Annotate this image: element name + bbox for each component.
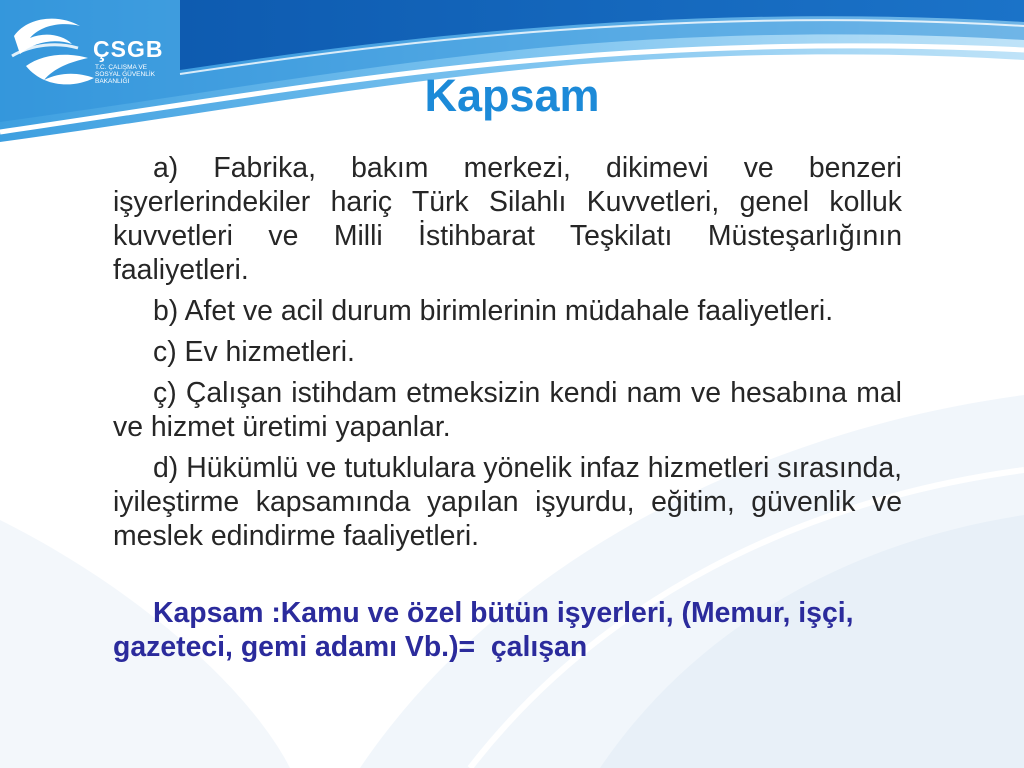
logo-line-3: BAKANLIĞI xyxy=(95,78,130,85)
paragraph-d: d) Hükümlü ve tutuklulara yönelik infaz hizmetleri sırasında, iyileştirme kapsamında yapılan işyurdu, eğitim, güvenlik ve meslek edindirme faaliyetleri. xyxy=(113,452,902,552)
scope-summary: Kapsam :Kamu ve özel bütün işyerleri, (Memur, işçi, gazeteci, gemi adamı Vb.)= çalışan xyxy=(113,597,862,663)
logo-line-2: SOSYAL GÜVENLİK xyxy=(95,71,155,78)
paragraph-b: b) Afet ve acil durum birimlerinin müdahale faaliyetleri. xyxy=(153,295,834,327)
paragraph-c: c) Ev hizmetleri. xyxy=(153,336,355,368)
paragraph-a: a) Fabrika, bakım merkezi, dikimevi ve benzeri işyerlerindekiler hariç Türk Silahlı Kuvvetleri, genel kolluk kuvvetleri ve Milli İstihbarat Teşkilatı Müsteşarlığının faaliyetleri. xyxy=(113,152,902,286)
slide-title: Kapsam xyxy=(424,70,600,121)
slide-body xyxy=(113,151,902,664)
paragraph-c-cedilla: ç) Çalışan istihdam etmeksizin kendi nam ve hesabına mal ve hizmet üretimi yapanlar. xyxy=(113,377,902,443)
logo-line-1: T.C. ÇALIŞMA VE xyxy=(95,64,148,71)
logo-acronym: ÇSGB xyxy=(93,36,164,62)
